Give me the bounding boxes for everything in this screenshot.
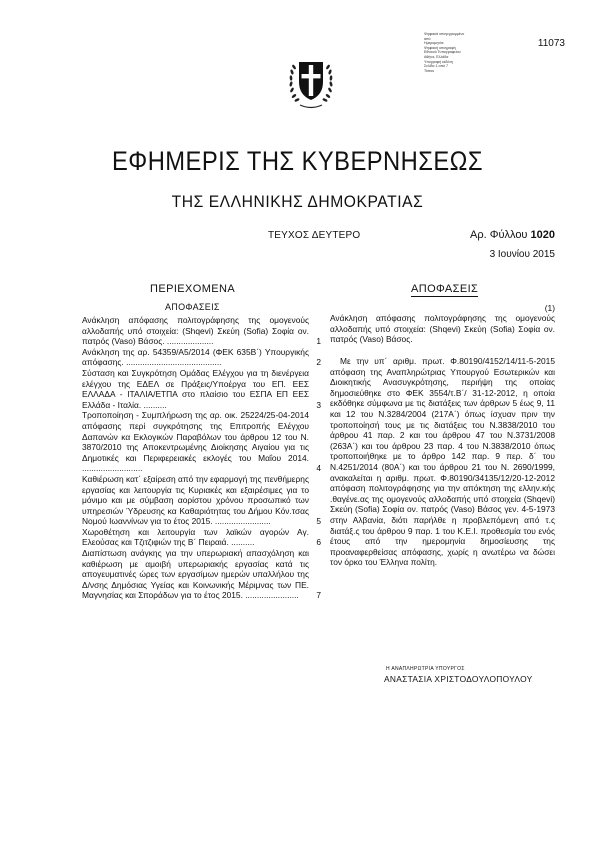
- toc-entry-text: Τροποποίηση - Συμπλήρωση της αρ. οικ. 25224/25-04-2014 απόφασης περί συγκρότησης της Επιτροπής Ελέγχου Δαπανών κα Εκλογικών Παραβόλων του άρθρου 12 του Ν. 3870/2010 της Αποκεντρωμένης Διοίκησης Αιγαίου για τις Δημοτικές και Περιφερειακές εκλογές του Μαΐου 2014. ..........................: [82, 410, 309, 474]
- toc-subheading: ΑΠΟΦΑΣΕΙΣ: [165, 302, 220, 312]
- table-of-contents: [82, 315, 321, 601]
- toc-heading: ΠΕΡΙΕΧΟΜΕΝΑ: [150, 283, 236, 295]
- decision-number: (1): [544, 303, 555, 313]
- signature-line: Ημερομηνία:: [424, 41, 445, 46]
- page-number: 11073: [537, 38, 565, 49]
- signature-line: Υπογραφή εκδότη: [424, 59, 453, 64]
- digital-signature-block: [424, 32, 484, 73]
- decisions-heading: ΑΠΟΦΑΣΕΙΣ: [411, 283, 479, 295]
- toc-entry-text: Καθιέρωση κατ΄ εξαίρεση από την εφαρμογή της πενθήμερης εργασίας και λειτουργία τις Κυριακές και εξαιρέσιμες για το μόνιμο και με σύμβαση αορίστου χρόνου προσωπικό των υπηρεσιών Ύδρευσης κα Καθαριότητας του Δήμου Κόν.τσας Νομού Ιωαννίνων για το έτος 2015. ........................: [82, 473, 309, 527]
- toc-entry-page: 6: [316, 537, 321, 548]
- toc-entry[interactable]: [82, 410, 321, 474]
- decision-title: Ανάκληση απόφασης πολιτογράφησης της ομογενούς αλλοδαπής υπό στοιχεία: (Shqevi) Σκεύη (Sofia) Σοφία ον. πατρός (Vaso) Βάσος.: [330, 313, 555, 345]
- toc-entry-page: 1: [316, 336, 321, 347]
- toc-entry[interactable]: [82, 548, 321, 601]
- toc-entry-text: Διαπίστωση ανάγκης για την υπερωριακή απασχόληση και καθιέρωση με αμοιβή υπερωριακής εργασίας κατά τις απογευματινές ώρες των εργασίμων ημερών υπαλλήλου της Δ/νσης Δημόσιας Υγείας και Κοινωνικής Μέριμνας των ΠΕ. Μαγνησίας και Σποράδων για το έτος 2015. .......................: [82, 548, 309, 601]
- signature-line: Εθνικού Τυπογραφείου: [424, 50, 461, 55]
- signature-line: Ψηφιακά υπογεγραμμένο: [424, 32, 465, 36]
- toc-entry-page: 4: [316, 463, 321, 474]
- toc-entry[interactable]: [82, 347, 321, 368]
- toc-entry-page: 2: [316, 357, 321, 368]
- toc-entry[interactable]: [82, 315, 321, 347]
- sheet-label: Αρ. Φύλλου: [469, 229, 528, 241]
- signature-line: από: [424, 36, 431, 41]
- toc-entry-text: Χωροθέτηση και λειτουργία των λαϊκών αγορών Αγ. Ελεούσας και Τζιτζιφιών της Β΄ Πειραιά. ..........: [82, 526, 309, 548]
- toc-entry-page: 5: [316, 516, 321, 527]
- toc-entry-text: Ανάκληση απόφασης πολιτογράφησης της ομογενούς αλλοδαπής υπό στοιχεία: (Shqevi) Σκεύη (Sofia) Σοφία ον. πατρός (Vaso) Βάσος. ....................: [82, 315, 309, 347]
- issue-series: ΤΕΥΧΟΣ ΔΕΥΤΕΡΟ: [268, 230, 361, 241]
- signature-line: Τύπου: [424, 68, 435, 73]
- toc-entry-text: Ανάκληση της αρ. 54359/Α5/2014 (ΦΕΚ 635Β΄) Υπουργικής απόφασης. .........................................: [82, 346, 309, 368]
- toc-entry-page: 7: [316, 590, 321, 601]
- toc-entry[interactable]: [82, 474, 321, 527]
- sheet-number-line: [470, 229, 555, 241]
- sheet-number: 1020: [530, 229, 555, 241]
- toc-entry[interactable]: [82, 527, 321, 548]
- toc-entry-page: 3: [316, 399, 321, 410]
- signature-line: Αθήνα, Ελλάδα: [424, 54, 449, 59]
- signer-name: ΑΝΑΣΤΑΣΙΑ ΧΡΙΣΤΟΔΟΥΛΟΠΟΥΛΟΥ: [384, 674, 533, 684]
- signer-role: Η ΑΝΑΠΛΗΡΩΤΡΙΑ ΥΠΟΥΡΓΟΣ: [386, 666, 465, 672]
- gazette-title: ΕΦΗΜΕΡΙΣ ΤΗΣ ΚΥΒΕΡΝΗΣΕΩΣ: [112, 146, 483, 176]
- gazette-subtitle: ΤΗΣ ΕΛΛΗΝΙΚΗΣ ΔΗΜΟΚΡΑΤΙΑΣ: [171, 192, 424, 211]
- toc-entry-text: Σύσταση και Συγκρότηση Ομάδας Ελέγχου για τη διενέργεια ελέγχου της ΕΔΕΛ σε Πράξεις/Υποέργα του ΕΠ. ΕΕΣ ΕΛΛΑΔΑ - ΙΤΑΛΙΑ/ΕΤΠΑ στο πλαίσιο του ΕΣΠΑ ΕΠ ΕΕΣ Ελλάδα - Ιταλία. ..........: [82, 367, 309, 410]
- issue-date: 3 Ιουνίου 2015: [489, 249, 555, 260]
- decision-body: Με την υπ΄ αριθμ. πρωτ. Φ.80190/4152/14/11-5-2015 απόφαση της Αναπληρώτριας Υπουργού Εσωτερικών και Διοικητικής Ανασυγκρότησης, περιήψη της οποίας δημοσιεύθηκε στο ΦΕΚ 3554/τ.Β΄/ 31-12-2012, η οποία εκδόθηκε σύμφωνα με τις διατάξεις των άρθρων 5 έως 9, 11 και 12 του Ν.3284/2004 (217Α΄) όπως ίσχυαν πριν την τροποποίησή τους με τις διατάξεις του Ν.3838/2010 του άρθρου 41 παρ. 2 και του άρθρου 47 του Ν.3731/2008 (263Α΄) και του άρθρου 23 παρ. 4 του Ν.3838/2010 όπως τροποποιήθηκε με το άρθρο 142 παρ. 9 περ. δ΄ του Ν.4251/2014 (80Α΄) και του άρθρου 21 του Ν. 2690/1999, ανακαλείται η αριθμ. πρωτ. Φ.80190/34135/12/20-12-2012 απόφαση πολιτογράφησης για την απόκτηση της ελλην.κής .θαγένε.ας της ομογενούς αλλοδαπής υπό στοιχεία (Shqevi) Σκεύη (Sofia) Σοφία ον. πατρός (Vaso) Βάσος γεν. 4-5-1973 στην Αλβανία, διότι παρήλθε η προβλεπόμενη από τ.ς διατάξ.ς του άρθρου 9 παρ. 1 του Κ.Ε.Ι. προθεσμία του ενός έτους από την ημερομηνία δημοσίευσης της προαναφερθείσας απόφασης, χωρίς η ανωτέρω να δώσει τον όρκο του Έλληνα πολίτη.: [330, 356, 555, 568]
- coat-of-arms-emblem: [286, 52, 336, 110]
- toc-entry[interactable]: [82, 368, 321, 410]
- signature-line: Ψηφιακή υπογραφή: [424, 45, 456, 50]
- signature-line: Σελίδα 1 από 7: [424, 64, 449, 69]
